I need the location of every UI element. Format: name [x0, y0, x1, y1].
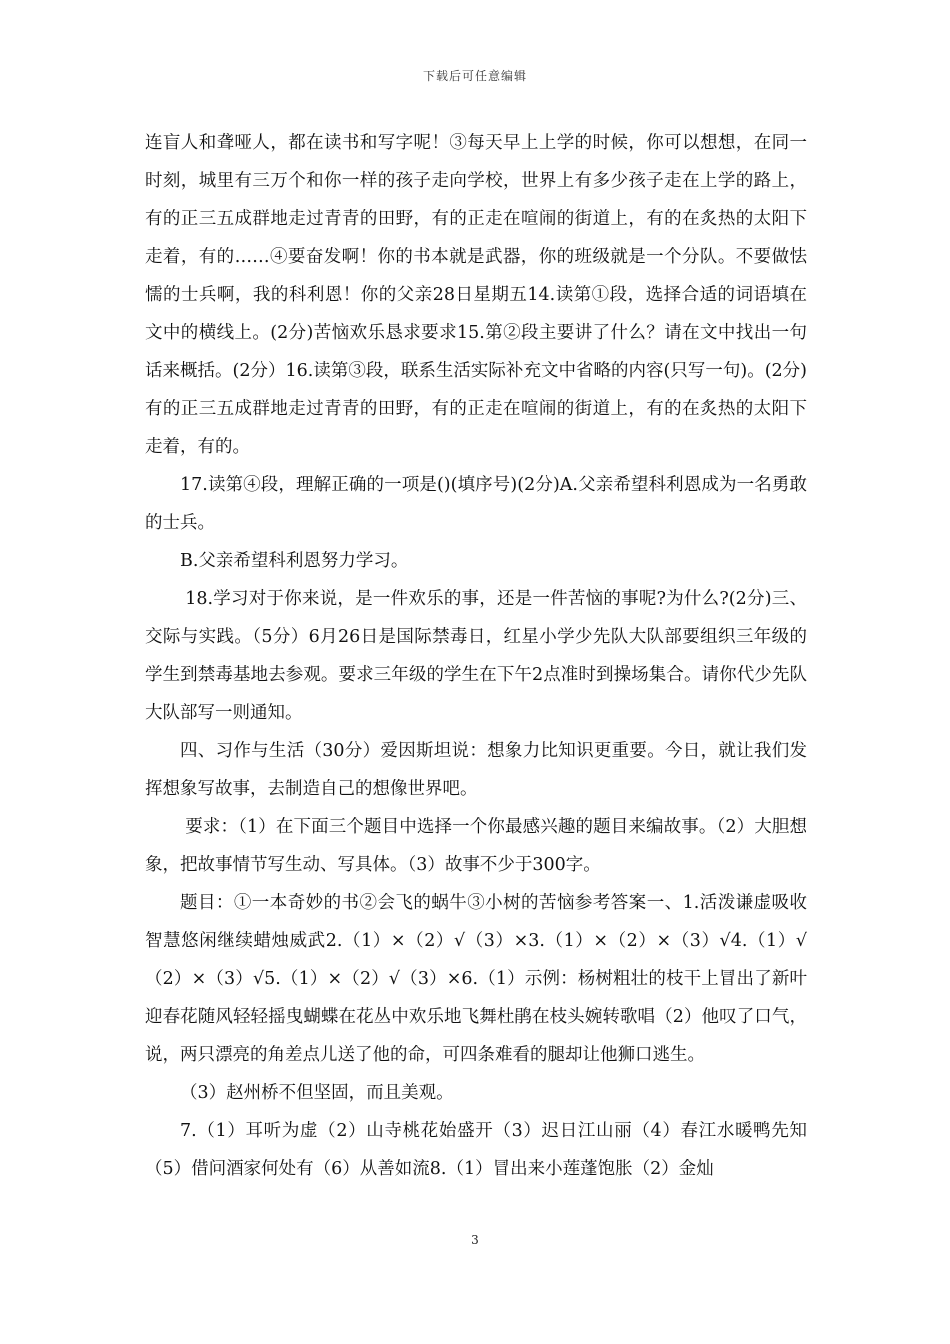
paragraph-reading-passage: 连盲人和聋哑人，都在读书和写字呢！③每天早上上学的时候，你可以想想，在同一时刻，城里有三万个和你一样的孩子走向学校，世界上有多少孩子走在上学的路上，有的正三五成群地走过青青的田野，有的正走在喧闹的街道上，有的在炙热的太阳下走着，有的……④要奋发啊！你的书本就是武器，你的班级就是一个分队。不要做怯懦的士兵啊，我的科利恩！你的父亲28日星期五14.读第①段，选择合适的词语填在文中的横线上。(2分)苦恼欢乐恳求要求15.第②段主要讲了什么？请在文中找出一句话来概括。(2分）16.读第③段，联系生活实际补充文中省略的内容(只写一句)。(2分)有的正三五成群地走过青青的田野，有的正走在喧闹的街道上，有的在炙热的太阳下走着，有的。 [145, 133, 807, 457]
paragraph-question-18: 18.学习对于你来说，是一件欢乐的事，还是一件苦恼的事呢?为什么?(2分)三、交际与实践。（5分）6月26日是国际禁毒日，红星小学少先队大队部要组织三年级的学生到禁毒基地去参观。要求三年级的学生在下午2点准时到操场集合。请你代少先队大队部写一则通知。 [145, 589, 807, 723]
document-body [145, 124, 807, 1188]
page-header: 下载后可任意编辑 [422, 69, 527, 83]
paragraph-requirements: 要求：（1）在下面三个题目中选择一个你最感兴趣的题目来编故事。（2）大胆想象，把故事情节写生动、写具体。（3）故事不少于300字。 [145, 817, 807, 875]
paragraph-answer-7: 7.（1）耳听为虚（2）山寺桃花始盛开（3）迟日江山丽（4）春江水暖鸭先知（5）借问酒家何处有（6）从善如流8.（1）冒出来小莲蓬饱胀（2）金灿 [145, 1121, 807, 1179]
page-number: 3 [471, 1233, 479, 1247]
paragraph-answer-3: （3）赵州桥不但坚固，而且美观。 [180, 1083, 454, 1103]
paragraph-writing-section: 四、习作与生活（30分）爱因斯坦说：想象力比知识更重要。今日，就让我们发挥想象写故事，去制造自己的想像世界吧。 [145, 741, 807, 799]
paragraph-option-b: B.父亲希望科利恩努力学习。 [180, 551, 409, 571]
paragraph-topics-and-answers: 题目：①一本奇妙的书②会飞的蜗牛③小树的苦恼参考答案一、1.活泼谦虚吸收智慧悠闲继续蜡烛威武2.（1）×（2）√（3）×3.（1）×（2）×（3）√4.（1）√（2）×（3）√5.（1）×（2）√（3）×6.（1）示例：杨树粗壮的枝干上冒出了新叶迎春花随风轻轻摇曳蝴蝶在花丛中欢乐地飞舞杜鹃在枝头婉转歌唱（2）他叹了口气，说，两只漂亮的角差点儿送了他的命，可四条难看的腿却让他狮口逃生。 [145, 893, 807, 1065]
paragraph-question-17: 17.读第④段，理解正确的一项是()(填序号)(2分)A.父亲希望科利恩成为一名勇敢的士兵。 [145, 475, 807, 533]
